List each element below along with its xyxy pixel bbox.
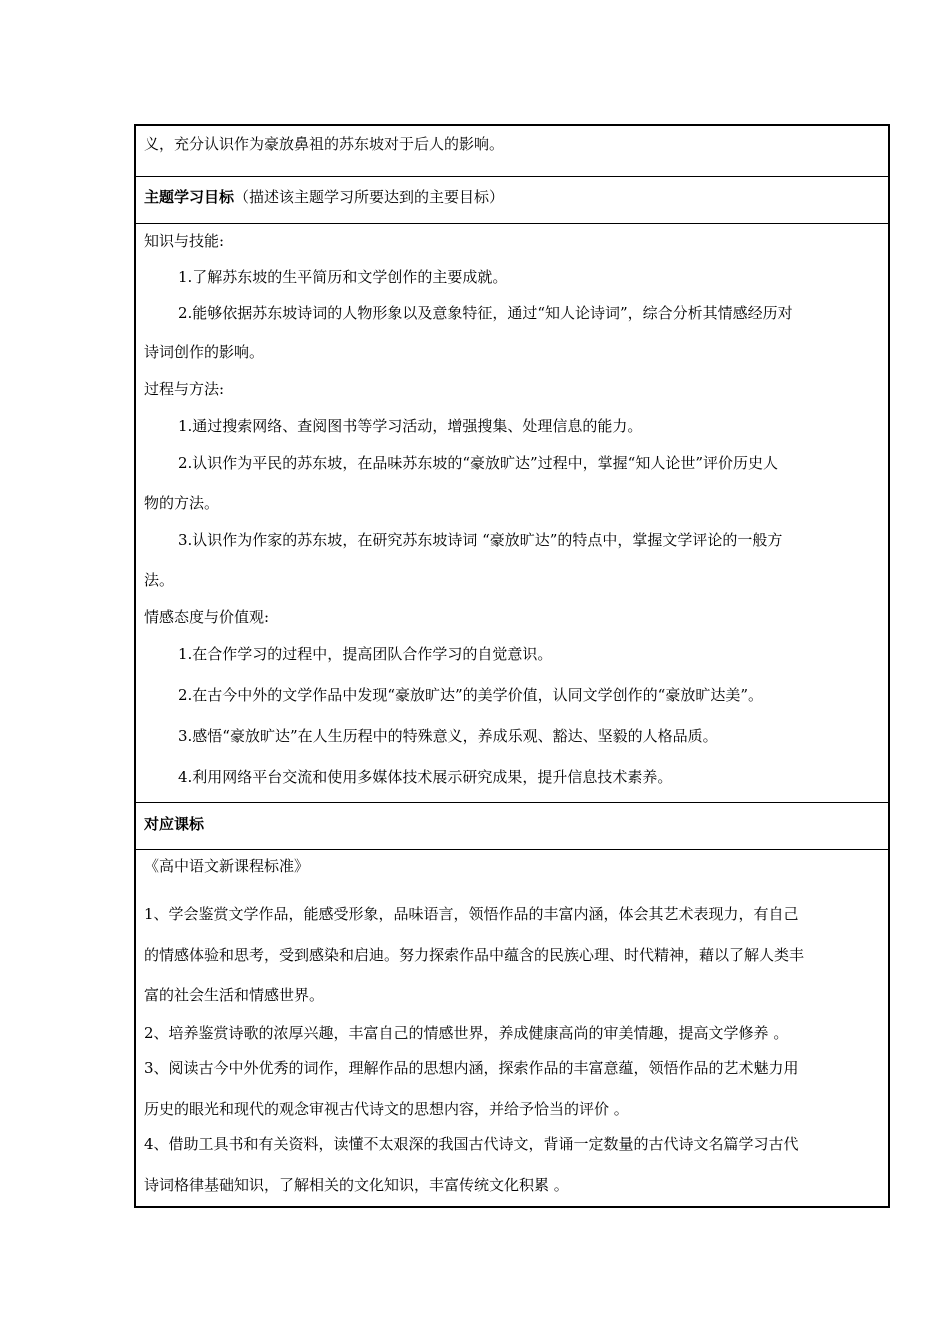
goals-header — [144, 187, 880, 207]
standard-item-3-cont: 历史的眼光和现代的观念审视古代诗文的思想内容，并给予恰当的评价 。 — [144, 1100, 629, 1118]
goals-header-row — [136, 176, 888, 223]
emotion-item-4: 4.利用网络平台交流和使用多媒体技术展示研究成果，提升信息技术素养。 — [178, 768, 673, 786]
continuation-row — [136, 126, 888, 176]
lesson-plan-table — [134, 124, 890, 1208]
knowledge-item-1: 1.了解苏东坡的生平简历和文学创作的主要成就。 — [178, 268, 508, 286]
emotion-item-1: 1.在合作学习的过程中，提高团队合作学习的自觉意识。 — [178, 645, 553, 663]
knowledge-item-2-cont: 诗词创作的影响。 — [144, 343, 265, 361]
process-item-3-cont: 法。 — [144, 571, 175, 589]
standard-item-1-cont2: 富的社会生活和情感世界。 — [144, 986, 325, 1004]
standard-item-1: 1、学会鉴赏文学作品，能感受形象，品味语言，领悟作品的丰富内涵，体会其艺术表现力，有自己 — [144, 905, 799, 923]
process-item-2-cont: 物的方法。 — [144, 494, 220, 512]
goals-header-note: （描述该主题学习所要达到的主要目标） — [234, 188, 505, 206]
standard-item-2: 2、培养鉴赏诗歌的浓厚兴趣，丰富自己的情感世界，养成健康高尚的审美情趣，提高文学修养 。 — [144, 1024, 789, 1042]
process-item-3: 3.认识作为作家的苏东坡，在研究苏东坡诗词 “豪放旷达”的特点中，掌握文学评论的一般方 — [178, 531, 783, 549]
goals-row — [136, 223, 888, 802]
goals-header-title: 主题学习目标 — [144, 188, 235, 206]
standards-title: 《高中语文新课程标准》 — [144, 857, 310, 875]
process-item-1: 1.通过搜索网络、查阅图书等学习活动，增强搜集、处理信息的能力。 — [178, 417, 643, 435]
emotion-item-2: 2.在古今中外的文学作品中发现“豪放旷达”的美学价值，认同文学创作的“豪放旷达美”。 — [178, 686, 763, 704]
standard-item-3: 3、阅读古今中外优秀的词作，理解作品的思想内涵，探索作品的丰富意蕴，领悟作品的艺术魅力用 — [144, 1059, 799, 1077]
emotion-item-3: 3.感悟“豪放旷达”在人生历程中的特殊意义，养成乐观、豁达、坚毅的人格品质。 — [178, 727, 718, 745]
process-item-2: 2.认识作为平民的苏东坡，在品味苏东坡的“豪放旷达”过程中，掌握“知人论世”评价历史人 — [178, 454, 778, 472]
process-title: 过程与方法: — [144, 380, 225, 398]
knowledge-item-2: 2.能够依据苏东坡诗词的人物形象以及意象特征，通过“知人论诗词”，综合分析其情感经历对 — [178, 304, 793, 322]
standards-header-row — [136, 802, 888, 849]
emotion-title: 情感态度与价值观: — [144, 608, 270, 626]
standards-row — [136, 849, 888, 1206]
standard-item-4: 4、借助工具书和有关资料，读懂不太艰深的我国古代诗文，背诵一定数量的古代诗文名篇学习古代 — [144, 1135, 799, 1153]
knowledge-title: 知识与技能: — [144, 232, 225, 250]
standards-header: 对应课标 — [144, 815, 205, 833]
standard-item-1-cont: 的情感体验和思考，受到感染和启迪。努力探索作品中蕴含的民族心理、时代精神，藉以了解人类丰 — [144, 946, 805, 964]
continuation-text: 义，充分认识作为豪放鼻祖的苏东坡对于后人的影响。 — [144, 135, 505, 153]
standard-item-4-cont: 诗词格律基础知识，了解相关的文化知识，丰富传统文化积累 。 — [144, 1176, 569, 1194]
